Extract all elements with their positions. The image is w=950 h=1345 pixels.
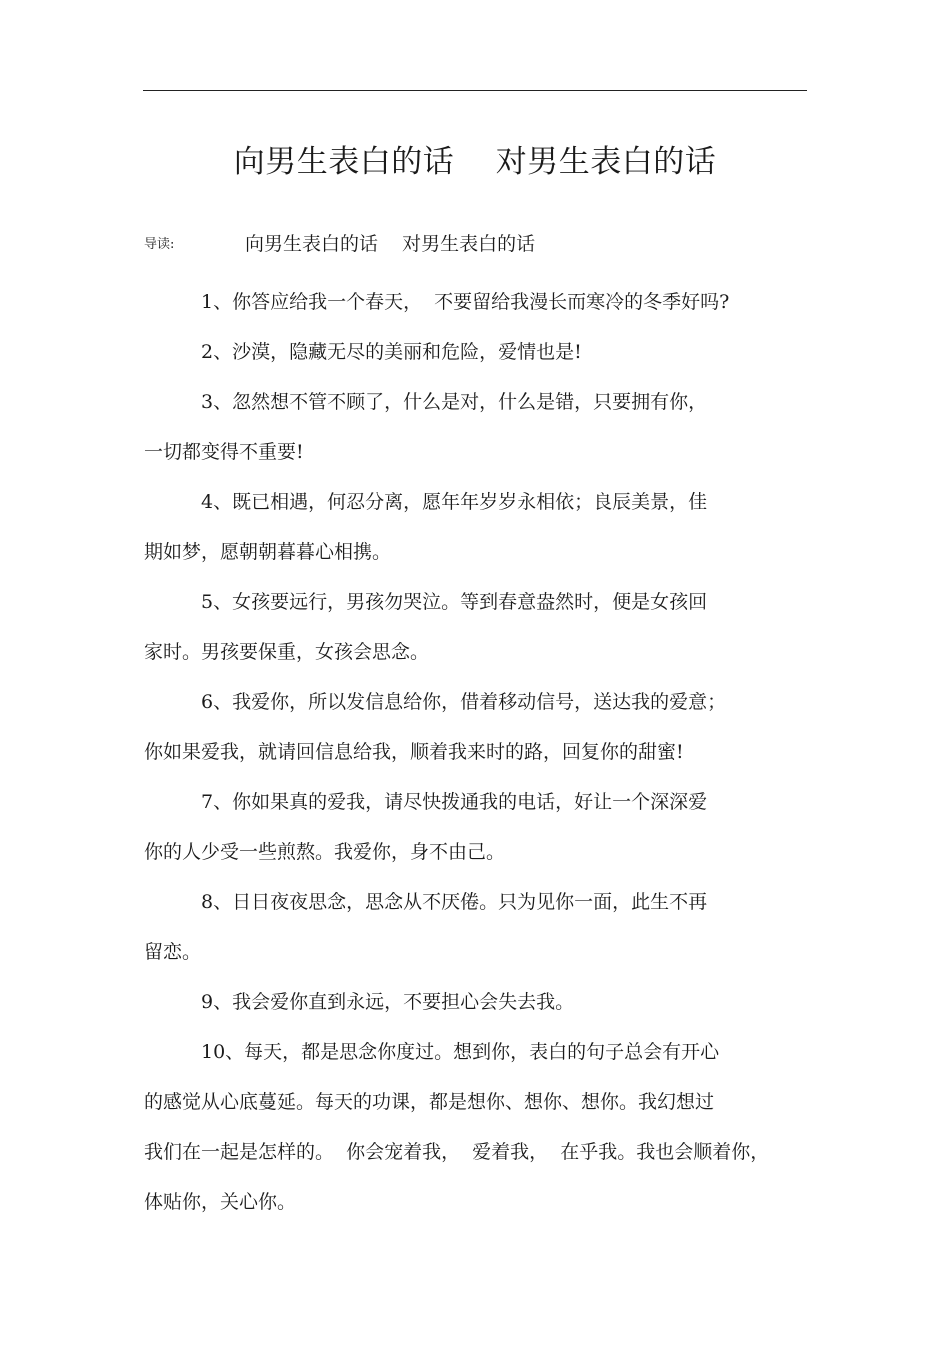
- paragraph-line: 的感觉从心底蔓延。每天的功课，都是想你、想你、想你。我幻想过: [144, 1091, 715, 1113]
- paragraph-line: 4、既已相遇，何忍分离，愿年年岁岁永相依；良辰美景，佳: [201, 491, 708, 513]
- intro-label: 导读:: [144, 237, 175, 252]
- intro-section: [144, 228, 804, 262]
- paragraph-line: 5、女孩要远行，男孩勿哭泣。等到春意盎然时，便是女孩回: [201, 591, 708, 613]
- header-rule: [143, 90, 807, 91]
- paragraph-line: 1、你答应给我一个春天， 不要留给我漫长而寒冷的冬季好吗?: [201, 291, 730, 313]
- paragraph-line: 期如梦，愿朝朝暮暮心相携。: [144, 541, 392, 563]
- paragraph-line: 我们在一起是怎样的。 你会宠着我， 爱着我， 在乎我。我也会顺着你，: [144, 1141, 770, 1163]
- paragraph-line: 体贴你，关心你。: [144, 1191, 297, 1213]
- paragraph-line: 8、日日夜夜思念，思念从不厌倦。只为见你一面，此生不再: [201, 891, 708, 913]
- paragraph-line: 6、我爱你，所以发信息给你，借着移动信号，送达我的爱意；: [201, 691, 727, 713]
- body-text: [144, 277, 804, 1227]
- paragraph-line: 2、沙漠，隐藏无尽的美丽和危险，爱情也是!: [201, 341, 582, 363]
- intro-text: 向男生表白的话 对男生表白的话: [245, 233, 536, 255]
- paragraph-line: 9、我会爱你直到永远，不要担心会失去我。: [201, 991, 575, 1013]
- paragraph-line: 留恋。: [144, 941, 202, 963]
- paragraph-line: 3、忽然想不管不顾了，什么是对，什么是错，只要拥有你，: [201, 391, 708, 413]
- paragraph-line: 10、每天，都是思念你度过。想到你，表白的句子总会有开心: [201, 1041, 720, 1063]
- page-title: 向男生表白的话 对男生表白的话: [233, 144, 717, 180]
- paragraph-line: 你如果爱我，就请回信息给我，顺着我来时的路，回复你的甜蜜!: [144, 741, 684, 763]
- paragraph-line: 家时。男孩要保重，女孩会思念。: [144, 641, 430, 663]
- paragraph-line: 你的人少受一些煎熬。我爱你，身不由己。: [144, 841, 506, 863]
- paragraph-line: 7、你如果真的爱我，请尽快拨通我的电话，好让一个深深爱: [201, 791, 708, 813]
- paragraph-line: 一切都变得不重要!: [144, 441, 304, 463]
